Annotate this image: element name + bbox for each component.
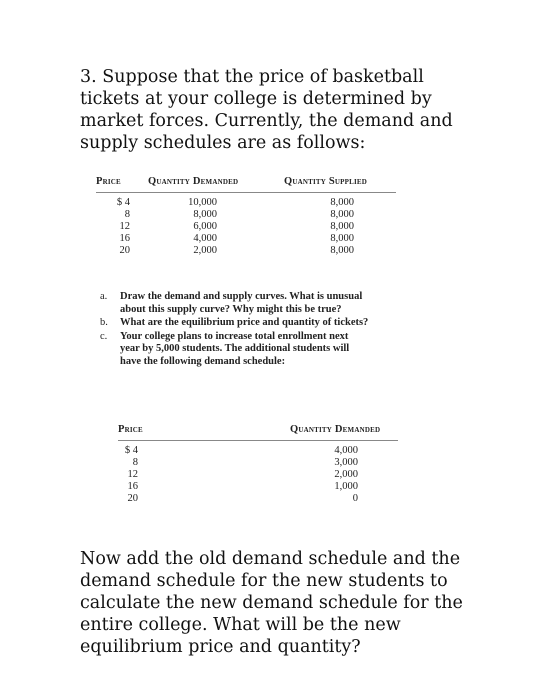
question-intro: 3. Suppose that the price of basketball tickets at your college is determined by market forces. Currently, the demand and supply schedules are as follows: [80,67,453,153]
table-row [96,221,396,233]
item-label: b. [100,317,108,328]
list-item [100,291,370,316]
table-row [96,233,396,245]
header-price: Price [118,424,143,435]
cell-quantity-demanded: 2,000 [193,245,217,256]
cell-quantity-demanded: 10,000 [188,197,217,208]
cell-price: 16 [127,481,138,492]
cell-quantity-supplied: 8,000 [330,197,354,208]
table-row [118,457,398,469]
cell-quantity-supplied: 8,000 [330,221,354,232]
cell-price: 20 [119,245,130,256]
table-header [96,176,396,193]
header-quantity-demanded: Quantity Demanded [290,424,381,435]
cell-quantity-demanded: 2,000 [334,469,358,480]
cell-price: 12 [119,221,130,232]
item-label: a. [100,291,108,302]
table-header [118,424,398,441]
table-row [118,469,398,481]
cell-quantity-demanded: 0 [352,493,358,504]
cell-quantity-demanded: 4,000 [193,233,217,244]
cell-quantity-demanded: 6,000 [193,221,217,232]
cell-price: 20 [127,493,138,504]
cell-quantity-demanded: 8,000 [193,209,217,220]
table-row [118,445,398,457]
cell-price: $ 4 [116,197,130,208]
cell-quantity-supplied: 8,000 [330,233,354,244]
new-students-demand-table [118,424,398,505]
cell-quantity-demanded: 4,000 [334,445,358,456]
supply-demand-table [96,176,396,257]
header-quantity-supplied: Quantity Supplied [284,176,368,187]
table-row [118,493,398,505]
cell-quantity-supplied: 8,000 [330,209,354,220]
header-price: Price [96,176,121,187]
cell-quantity-demanded: 1,000 [334,481,358,492]
cell-price: 8 [132,457,138,468]
item-text: What are the equilibrium price and quantity of tickets? [120,317,369,328]
list-item [100,331,370,369]
header-quantity-demanded: Quantity Demanded [148,176,239,187]
item-label: c. [100,330,108,342]
table-row [96,197,396,209]
table-row [96,209,396,221]
cell-price: 12 [127,469,138,480]
cell-quantity-demanded: 3,000 [334,457,358,468]
table-body [118,445,398,505]
table-body [96,197,396,257]
list-item [100,317,370,330]
item-text: Draw the demand and supply curves. What is unusual about this supply curve? Why might this be true? [120,291,363,315]
table-row [96,245,396,257]
cell-price: 16 [119,233,130,244]
closing-question: Now add the old demand schedule and the demand schedule for the new students to calculate the new demand schedule for the entire college. What will be the new equilibrium price and quantity? [80,549,463,657]
question-parts [100,291,370,369]
cell-price: 8 [124,209,130,220]
cell-price: $ 4 [124,445,138,456]
cell-quantity-supplied: 8,000 [330,245,354,256]
item-text: Your college plans to increase total enrollment next year by 5,000 students. The additional students will have the following demand schedule: [120,330,350,367]
table-row [118,481,398,493]
